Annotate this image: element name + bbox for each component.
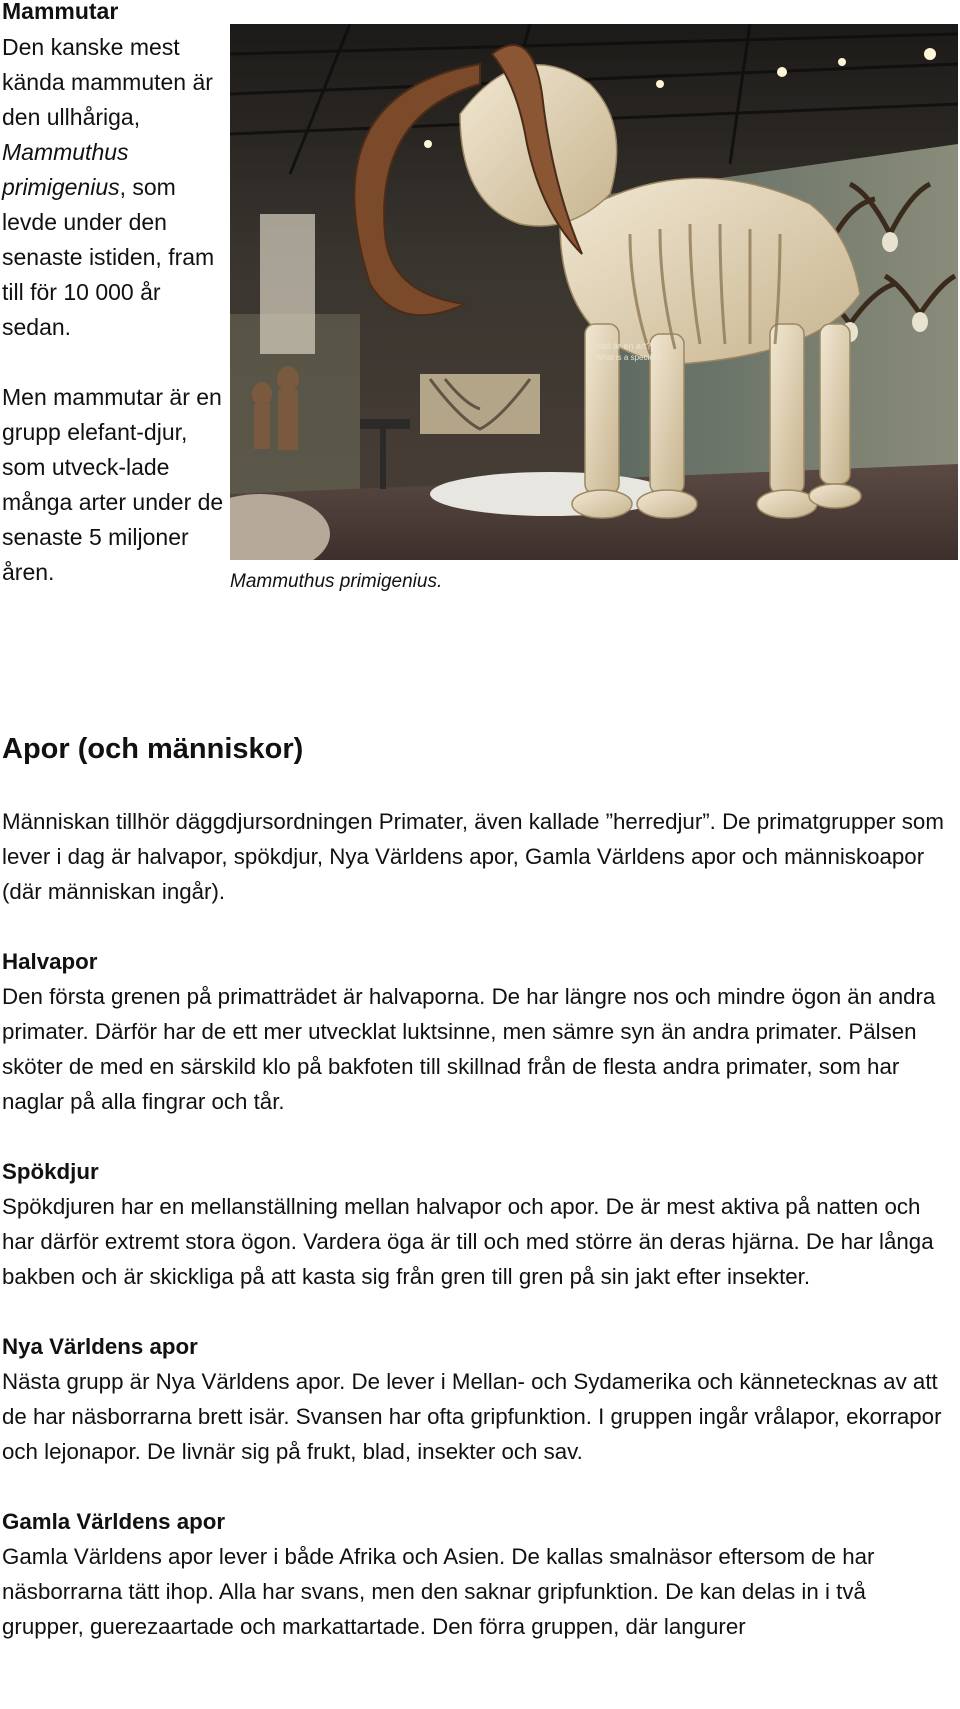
section-text: Nästa grupp är Nya Världens apor. De lever i Mellan- och Sydamerika och kännetecknas av att de har näsborrarna brett isär. Svansen har ofta gripfunktion. I gruppen ingår vrålapor, ekorrapor och lejonapor. De livnär sig på frukt, blad, insekter och sav. — [2, 1369, 942, 1464]
section-heading: Spökdjur — [2, 1159, 99, 1184]
mammoth-heading: Mammutar — [2, 0, 119, 24]
mammoth-skeleton-photo — [230, 24, 958, 560]
mammoth-text-a: Den kanske mest kända mammuten är den ullhåriga, — [2, 34, 213, 130]
figure-caption: Mammuthus primigenius. — [230, 571, 443, 592]
mammoth-paragraph-1 — [2, 30, 227, 345]
section-gamla-varldens-apor — [2, 1504, 952, 1644]
section-halvapor — [2, 944, 952, 1119]
sign-text-1: Vad är en art? — [595, 341, 652, 351]
section-spokdjur — [2, 1154, 952, 1294]
section-text: Den första grenen på primatträdet är halvaporna. De har längre nos och mindre ögon än andra primater. Därför har de ett mer utvecklat luktsinne, men sämre syn än andra primater. Pälsen sköter de med en särskild klo på bakfoten till skillnad från de flesta andra primater, som har naglar på alla fingrar och tår. — [2, 984, 936, 1114]
species-name: Mammuthus primigenius — [2, 139, 129, 200]
section-heading: Halvapor — [2, 949, 98, 974]
mammoth-paragraph-2: Men mammutar är en grupp elefant-djur, som utveck-lade många arter under de senaste 5 miljoner åren. — [2, 384, 224, 585]
section-heading: Nya Världens apor — [2, 1334, 198, 1359]
primates-body — [2, 804, 952, 1644]
primates-heading: Apor (och människor) — [2, 733, 304, 765]
mammoth-text-b: , som levde under den senaste istiden, fram till för 10 000 år sedan. — [2, 174, 215, 340]
primates-intro: Människan tillhör däggdjursordningen Primater, även kallade ”herredjur”. De primatgrupper som lever i dag är halvapor, spökdjur, Nya Världens apor, Gamla Världens apor och människoapor (där människan ingår). — [2, 809, 944, 904]
section-heading: Gamla Världens apor — [2, 1509, 226, 1534]
mammoth-figure — [230, 24, 958, 560]
mammoth-intro — [2, 30, 227, 590]
section-text: Spökdjuren har en mellanställning mellan halvapor och apor. De är mest aktiva på natten och har därför extremt stora ögon. Vardera öga är till och med större än deras hjärna. De har långa bakben och är skickliga på att kasta sig från gren till gren på sin jakt efter insekter. — [2, 1194, 934, 1289]
section-nya-varldens-apor — [2, 1329, 952, 1469]
sign-text-2: What is a species? — [595, 353, 663, 362]
section-text: Gamla Världens apor lever i både Afrika och Asien. De kallas smalnäsor eftersom de har näsborrarna tätt ihop. Alla har svans, men den saknar gripfunktion. De kan delas in i två grupper, guerezaartade och markattartade. Den förra gruppen, där langurer — [2, 1544, 875, 1639]
